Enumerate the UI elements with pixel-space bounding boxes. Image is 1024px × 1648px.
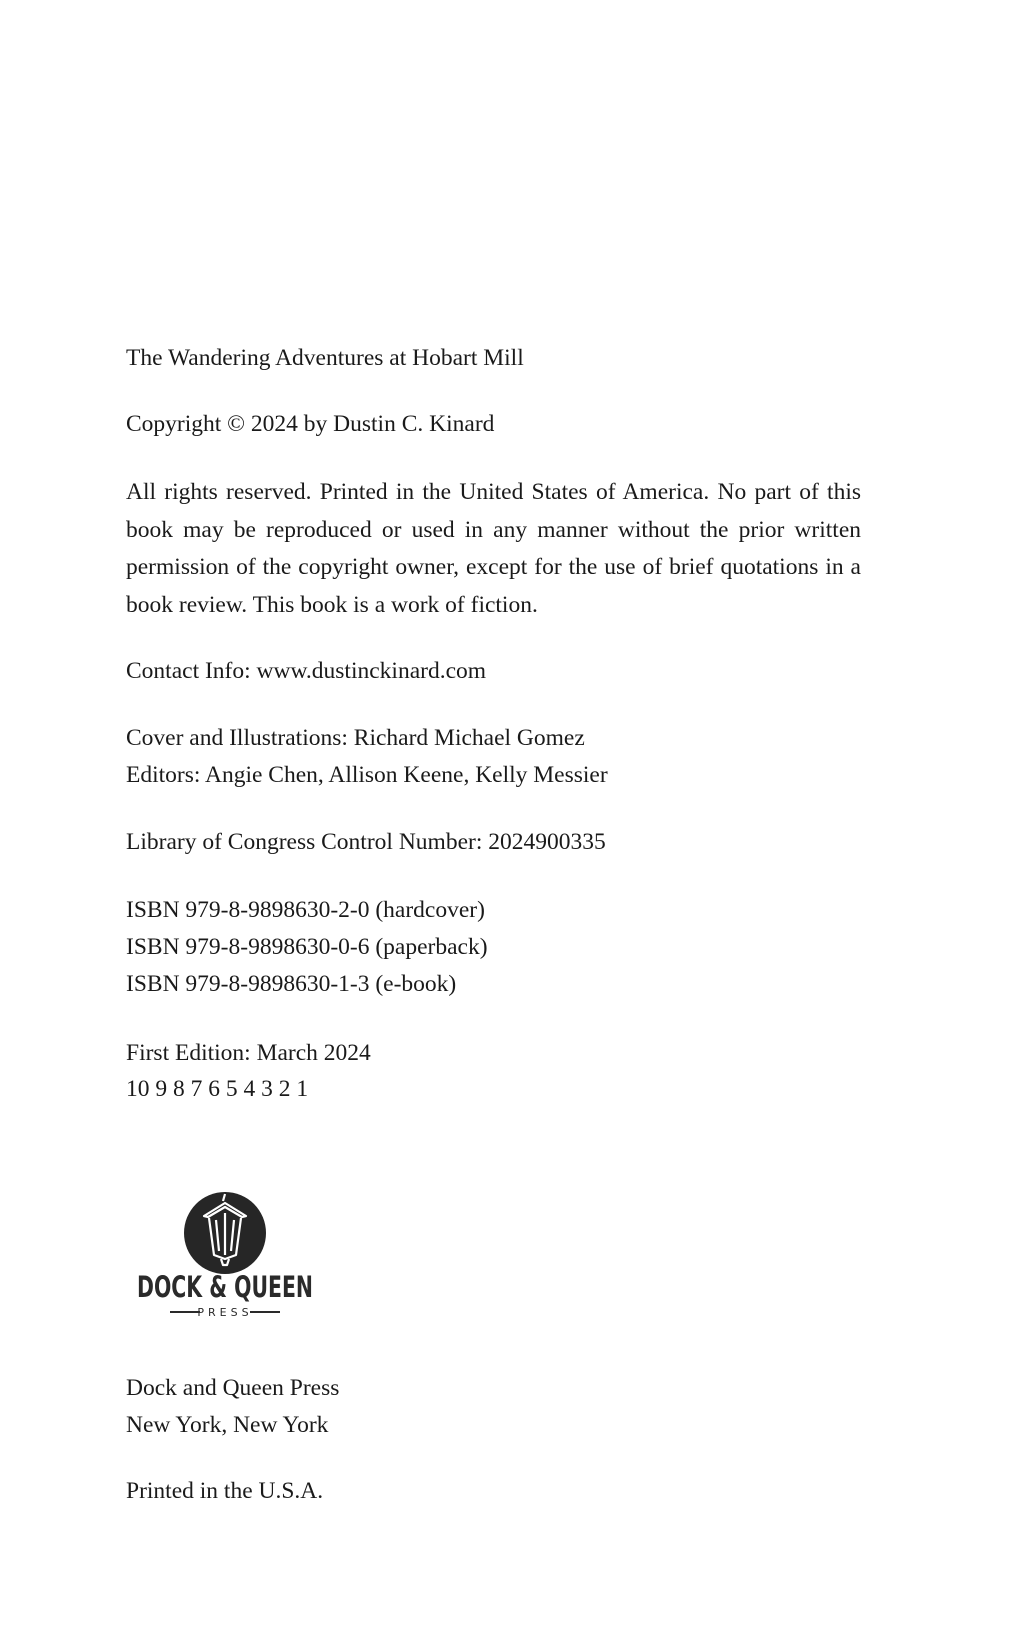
lccn: Library of Congress Control Number: 2024900335 <box>126 829 606 855</box>
lantern-icon <box>130 1185 330 1325</box>
edition: First Edition: March 2024 <box>126 1040 371 1066</box>
logo-name: DOCK & QUEEN <box>137 1270 313 1304</box>
isbn-hardcover: ISBN 979-8-9898630-2-0 (hardcover) <box>126 897 485 923</box>
publisher-name: Dock and Queen Press <box>126 1375 340 1401</box>
logo-sub: PRESS <box>197 1306 253 1319</box>
isbn-paperback: ISBN 979-8-9898630-0-6 (paperback) <box>126 934 488 960</box>
printed-in: Printed in the U.S.A. <box>126 1478 324 1504</box>
copyright-line: Copyright © 2024 by Dustin C. Kinard <box>126 411 495 437</box>
publisher-logo <box>130 1185 330 1325</box>
isbn-ebook: ISBN 979-8-9898630-1-3 (e-book) <box>126 971 457 997</box>
cover-credit: Cover and Illustrations: Richard Michael Gomez <box>126 725 585 751</box>
book-title: The Wandering Adventures at Hobart Mill <box>126 345 524 371</box>
publisher-location: New York, New York <box>126 1412 329 1438</box>
editors-credit: Editors: Angie Chen, Allison Keene, Kelly Messier <box>126 762 608 788</box>
rights-paragraph: All rights reserved. Printed in the United States of America. No part of this book may be reproduced or used in any manner without the prior written permission of the copyright owner, except for the use of brief quotations in a book review. This book is a work of fiction. <box>126 479 861 618</box>
printing-line: 10 9 8 7 6 5 4 3 2 1 <box>126 1076 309 1102</box>
contact-info: Contact Info: www.dustinckinard.com <box>126 658 487 684</box>
